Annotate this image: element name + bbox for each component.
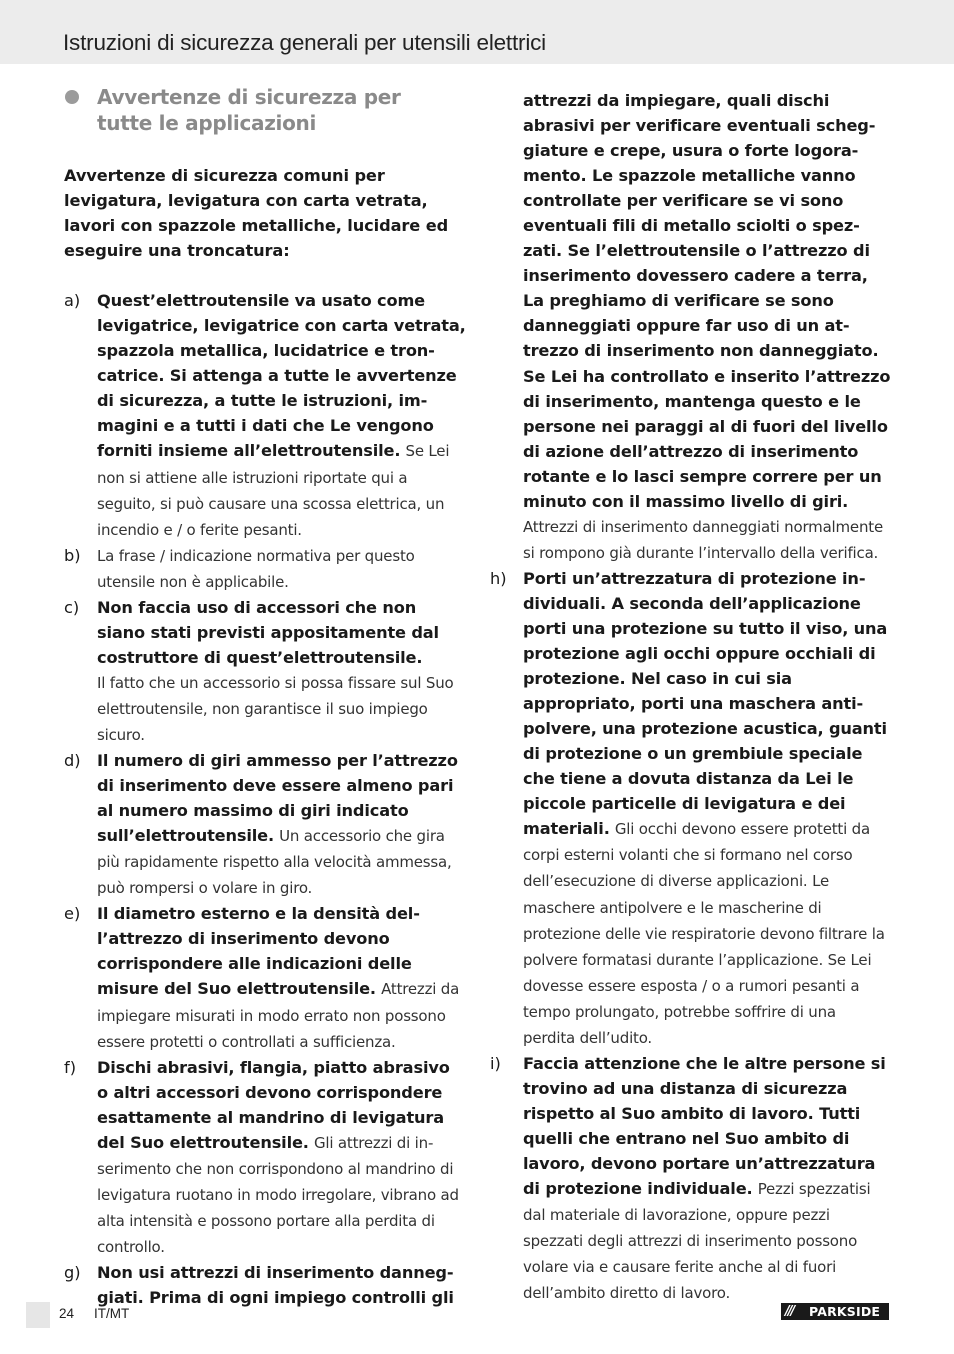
- list-item-f: [64, 1055, 466, 1260]
- item-warning-text: Faccia attenzione che le altre persone si trovino ad una distanza di sicurezza rispetto al Suo ambito di lavoro. Tutti quelli che entrano nel Suo ambito di lavoro, devono portare un’attrezzatura di protezione individuale.: [523, 1053, 886, 1199]
- item-warning-text: Non faccia uso di accessori che non siano stati previsti appositamente dal costruttore di quest’elettroutensile.: [97, 597, 439, 667]
- item-label: e): [64, 904, 81, 924]
- list-item-d: [64, 748, 466, 901]
- logo-stripes-icon: ///: [785, 1304, 794, 1319]
- parkside-logo: [781, 1303, 889, 1320]
- item-warning-text: attrezzi da impiegare, quali dischi abrasivi per verificare eventuali scheggiature e crepe, usura o forte logoramento. Le spazzole metalliche vanno controllate per verificare se vi sono eventuali fili di metallo sciolti o spezzati. Se l’elettroutensile o l’attrezzo di inserimento dovessero cadere a terra, La preghiamo di verificare se sono danneggiati oppure far uso di un attrezzo di inserimento non danneggiato. Se Lei ha controllato e inserito l’attrezzo di inserimento, mantenga questo e le persone nei paraggi al di fuori del livello di azione dell’attrezzo di inserimento rotante e lo lasci sempre correre per un minuto con il massimo livello di giri.: [523, 91, 891, 511]
- item-warning-text: Porti un’attrezzatura di protezione individuali. A seconda dell’applicazione porti una protezione su tutto il viso, una protezione agli occhi oppure occhiali di protezione. Nel caso in cui sia appropriato, porti una maschera antipolvere, una protezione acustica, guanti di protezione o un grembiule speciale che tiene a dovuta distanza da Lei le piccole particelle di levigatura e dei materiali.: [523, 568, 888, 839]
- language-code: IT/MT: [94, 1306, 130, 1321]
- list-item-g-continued: [490, 88, 892, 566]
- item-label: a): [64, 291, 81, 311]
- section-heading: Avvertenze di sicurezza per tutte le applicazioni: [97, 85, 401, 135]
- page-number-box: [26, 1302, 50, 1328]
- item-warning-text: Quest’elettroutensile va usato come levigatrice, levigatrice con carta vetrata, spazzola metallica, lucidatrice e troncatrice. Si attenga a tutte le avvertenze di sicurezza, a tutte le istruzioni, immagini e a tutti i dati che Le vengono forniti insieme all’elettroutensile.: [97, 291, 466, 461]
- list-item-b: [64, 543, 466, 595]
- list-item-e: [64, 901, 466, 1054]
- page-title: Istruzioni di sicurezza generali per utensili elettrici: [63, 30, 546, 55]
- item-label: c): [64, 597, 80, 617]
- section-bullet-icon: [65, 90, 79, 104]
- item-body-text: Gli attrezzi di inserimento che non corrispondono al mandrino di levigatura ruotano in modo irregolare, vibrano ad alta intensità e possono portare alla perdita di controllo.: [97, 1133, 459, 1256]
- item-label: d): [64, 751, 81, 771]
- item-body-text: Se Lei non si attiene alle istruzioni riportate qui a seguito, si può causare una scossa elettrica, un incendio e / o ferite pesanti.: [97, 442, 450, 539]
- item-body-text: Attrezzi di inserimento danneggiati normalmente si rompono già durante l’intervallo della verifica.: [523, 517, 883, 562]
- item-body-text: Il fatto che un accessorio si possa fissare sul Suo elettroutensile, non garantisce il suo impiego sicuro.: [97, 673, 454, 744]
- list-item-h: [490, 566, 892, 1051]
- item-label: h): [490, 568, 507, 588]
- item-warning-text: Il diametro esterno e la densità dell’attrezzo di inserimento devono corrispondere alle indicazioni delle misure del Suo elettroutensile.: [97, 904, 420, 999]
- list-item-g: [64, 1260, 466, 1310]
- item-label: f): [64, 1057, 77, 1077]
- right-column: [490, 88, 892, 1306]
- page-number: 24: [59, 1306, 75, 1321]
- item-body-text: Un accessorio che gira più rapidamente rispetto alla velocità ammessa, può rompersi o volare in giro.: [97, 827, 452, 898]
- item-label: g): [64, 1262, 81, 1282]
- item-body-text: Attrezzi da impiegare misurati in modo errato non possono essere protetti o controllati a sufficienza.: [97, 980, 460, 1051]
- list-item-i: [490, 1051, 892, 1306]
- left-column: [64, 163, 466, 1310]
- item-label: b): [64, 545, 81, 565]
- item-warning-text: Dischi abrasivi, flangia, piatto abrasivo o altri accessori devono corrispondere esattamente al mandrino di levigatura del Suo elettroutensile.: [97, 1057, 450, 1152]
- item-body-text: La frase / indicazione normativa per questo utensile non è applicabile.: [97, 546, 415, 591]
- list-item-c: [64, 595, 466, 748]
- item-label: i): [490, 1053, 501, 1073]
- item-body-text: Gli occhi devono essere protetti da corpi esterni volanti che si formano nel corso dell’esecuzione di diverse applicazioni. Le maschere antipolvere e le mascherine di protezione delle vie respiratorie devono filtrare la polvere formatasi durante l’applicazione. Se Lei dovesse essere esposta / o a rumori pesanti a tempo prolungato, potrebbe soffrire di una perdita dell’udito.: [523, 820, 885, 1047]
- item-body-text: Pezzi spezzatisi dal materiale di lavorazione, oppure pezzi spezzati degli attrezzi di inserimento possono volare via e causare ferite anche al di fuori dell’ambito diretto di lavoro.: [523, 1180, 871, 1303]
- list-item-a: [64, 288, 466, 542]
- intro-paragraph: Avvertenze di sicurezza comuni per levigatura, levigatura con carta vetrata, lavori con spazzole metalliche, lucidare ed eseguire una troncatura:: [64, 166, 449, 261]
- item-warning-text: Non usi attrezzi di inserimento danneggiati. Prima di ogni impiego controlli gli: [97, 1262, 454, 1308]
- logo-text: PARKSIDE: [809, 1304, 881, 1319]
- item-warning-text: Il numero di giri ammesso per l’attrezzo di inserimento deve essere almeno pari al numero massimo di giri indicato sull’elettroutensile.: [97, 751, 458, 846]
